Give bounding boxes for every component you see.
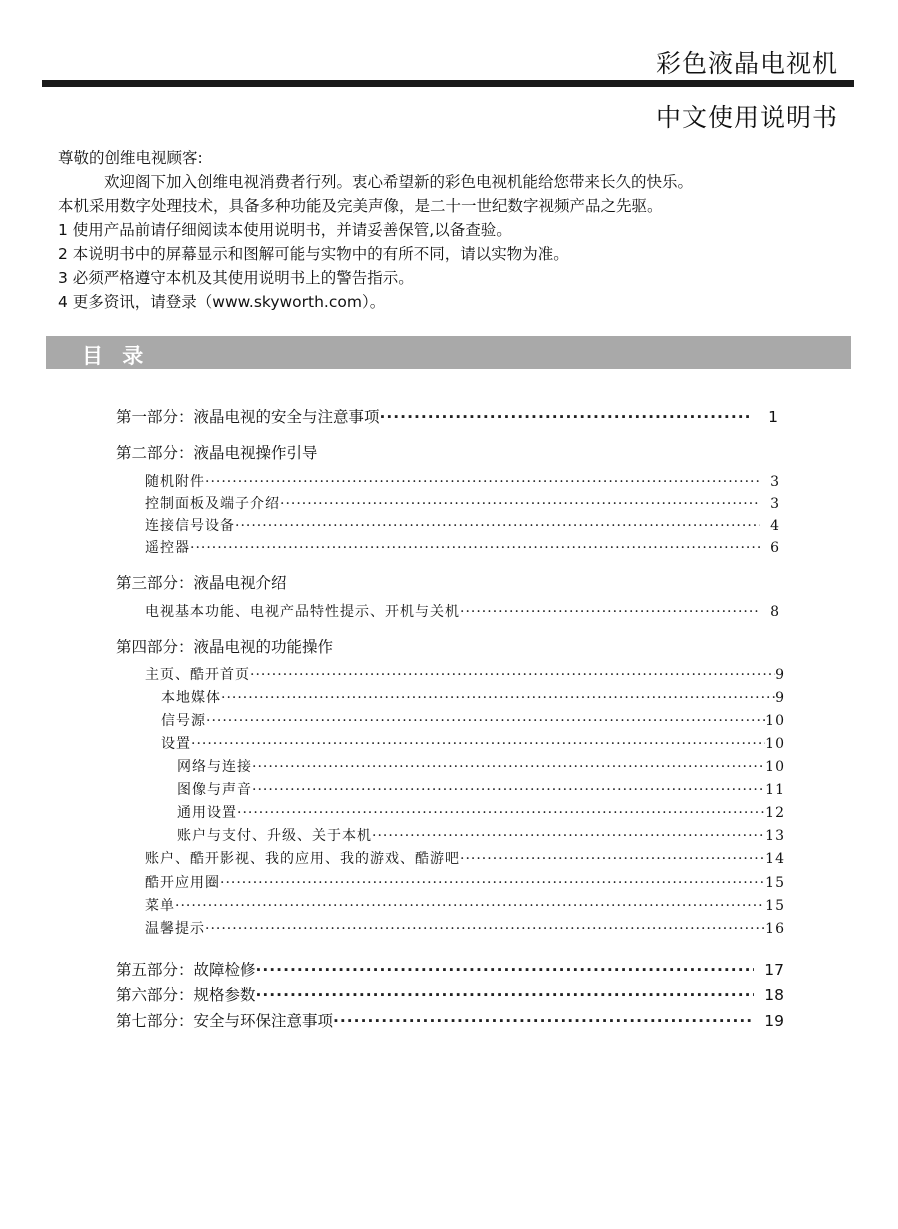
toc-item[interactable]	[177, 825, 785, 845]
leader-dots	[235, 518, 760, 534]
toc-part-4-label: 第四部分：液晶电视的功能操作	[116, 638, 334, 656]
toc-item-page: 15	[765, 898, 785, 914]
toc-item-page: 10	[765, 759, 785, 775]
note-4: 4 更多资讯，请登录（www.skyworth.com）。	[58, 293, 386, 311]
leader-dots	[206, 713, 765, 729]
manual-title: 彩色液晶电视机	[655, 49, 838, 78]
toc-part-6[interactable]	[116, 983, 784, 1005]
toc-part-7-label: 第七部分：安全与环保注意事项	[116, 1012, 334, 1030]
toc-heading: 目 录	[82, 344, 150, 368]
note-2: 2 本说明书中的屏幕显示和图解可能与实物中的有所不同，请以实物为准。	[58, 245, 569, 263]
toc-item-label: 账户与支付、升级、关于本机	[177, 828, 372, 844]
toc-item-page: 10	[765, 713, 785, 729]
leader-dots	[256, 986, 754, 1004]
leader-dots	[372, 828, 765, 844]
toc-part-3[interactable]	[116, 571, 287, 593]
leader-dots	[280, 496, 760, 512]
leader-dots	[221, 690, 775, 706]
leader-dots	[205, 921, 765, 937]
toc-item[interactable]	[145, 537, 780, 557]
toc-item-label: 控制面板及端子介绍	[145, 496, 280, 512]
toc-item[interactable]	[177, 802, 785, 822]
toc-item[interactable]	[161, 733, 785, 753]
toc-part-2-label: 第二部分：液晶电视操作引导	[116, 444, 318, 462]
toc-item-page: 3	[770, 474, 780, 490]
manual-subtitle: 中文使用说明书	[655, 103, 838, 132]
toc-item-page: 12	[765, 805, 785, 821]
toc-item-page: 6	[770, 540, 780, 556]
toc-item[interactable]	[177, 756, 785, 776]
welcome-text: 欢迎阁下加入创维电视消费者行列。衷心希望新的彩色电视机能给您带来长久的快乐。	[104, 173, 694, 191]
toc-item-label: 图像与声音	[177, 782, 252, 798]
leader-dots	[460, 604, 760, 620]
toc-item-page: 11	[765, 782, 785, 798]
toc-item-page: 3	[770, 496, 780, 512]
toc-item-page: 4	[770, 518, 780, 534]
toc-part-2[interactable]	[116, 441, 318, 463]
toc-item-label: 设置	[161, 736, 191, 752]
toc-part-4[interactable]	[116, 635, 333, 657]
toc-item-label: 温馨提示	[145, 921, 205, 937]
toc-part-7[interactable]	[116, 1009, 784, 1031]
toc-item-label: 信号源	[161, 713, 206, 729]
toc-part-5-label: 第五部分：故障检修	[116, 961, 256, 979]
toc-item-label: 连接信号设备	[145, 518, 235, 534]
toc-item-page: 14	[765, 851, 785, 867]
toc-part-7-page: 19	[764, 1012, 784, 1030]
toc-item-label: 主页、酷开首页	[145, 667, 250, 683]
toc-part-3-label: 第三部分：液晶电视介绍	[116, 574, 287, 592]
toc-item-label: 通用设置	[177, 805, 237, 821]
toc-item[interactable]	[145, 895, 785, 915]
leader-dots	[175, 898, 765, 914]
toc-item-page: 15	[765, 875, 785, 891]
toc-part-5-page: 17	[764, 961, 784, 979]
leader-dots	[252, 759, 765, 775]
toc-part-5[interactable]	[116, 958, 784, 980]
leader-dots	[256, 961, 754, 979]
toc-item-page: 9	[775, 667, 785, 683]
toc-item[interactable]	[161, 710, 785, 730]
leader-dots	[220, 875, 765, 891]
toc-item-label: 电视基本功能、电视产品特性提示、开机与关机	[145, 604, 460, 620]
toc-item-label: 菜单	[145, 898, 175, 914]
leader-dots	[250, 667, 775, 683]
toc-item[interactable]	[177, 779, 785, 799]
note-1: 1 使用产品前请仔细阅读本使用说明书，并请妥善保管,以备查验。	[58, 221, 512, 239]
leader-dots	[333, 1012, 754, 1030]
toc-item-label: 本地媒体	[161, 690, 221, 706]
toc-item-label: 遥控器	[145, 540, 190, 556]
toc-item[interactable]	[145, 471, 780, 491]
toc-item[interactable]	[145, 493, 780, 513]
toc-item-label: 随机附件	[145, 474, 205, 490]
toc-item[interactable]	[145, 918, 785, 938]
leader-dots	[205, 474, 760, 490]
toc-item-page: 13	[765, 828, 785, 844]
toc-part-1-page: 1	[768, 408, 778, 426]
toc-item-label: 酷开应用圈	[145, 875, 220, 891]
toc-part-1[interactable]	[116, 405, 778, 427]
leader-dots	[237, 805, 765, 821]
toc-item[interactable]	[145, 601, 780, 621]
toc-item[interactable]	[145, 515, 780, 535]
toc-item-label: 账户、酷开影视、我的应用、我的游戏、酷游吧	[145, 851, 460, 867]
leader-dots	[190, 540, 760, 556]
leader-dots	[252, 782, 765, 798]
toc-part-6-label: 第六部分：规格参数	[116, 986, 256, 1004]
leader-dots	[191, 736, 765, 752]
toc-item[interactable]	[145, 664, 785, 684]
toc-item[interactable]	[145, 848, 785, 868]
toc-item-page: 9	[775, 690, 785, 706]
toc-part-6-page: 18	[764, 986, 784, 1004]
leader-dots	[460, 851, 765, 867]
toc-item-page: 16	[765, 921, 785, 937]
description-text: 本机采用数字处理技术，具备多种功能及完美声像，是二十一世纪数字视频产品之先驱。	[58, 197, 663, 215]
note-3: 3 必须严格遵守本机及其使用说明书上的警告指示。	[58, 269, 414, 287]
toc-item-label: 网络与连接	[177, 759, 252, 775]
toc-item[interactable]	[161, 687, 785, 707]
toc-item-page: 10	[765, 736, 785, 752]
greeting: 尊敬的创维电视顾客:	[58, 149, 203, 167]
toc-part-1-label: 第一部分：液晶电视的安全与注意事项	[116, 408, 380, 426]
toc-item-page: 8	[770, 604, 780, 620]
leader-dots	[380, 408, 752, 426]
toc-item[interactable]	[145, 872, 785, 892]
